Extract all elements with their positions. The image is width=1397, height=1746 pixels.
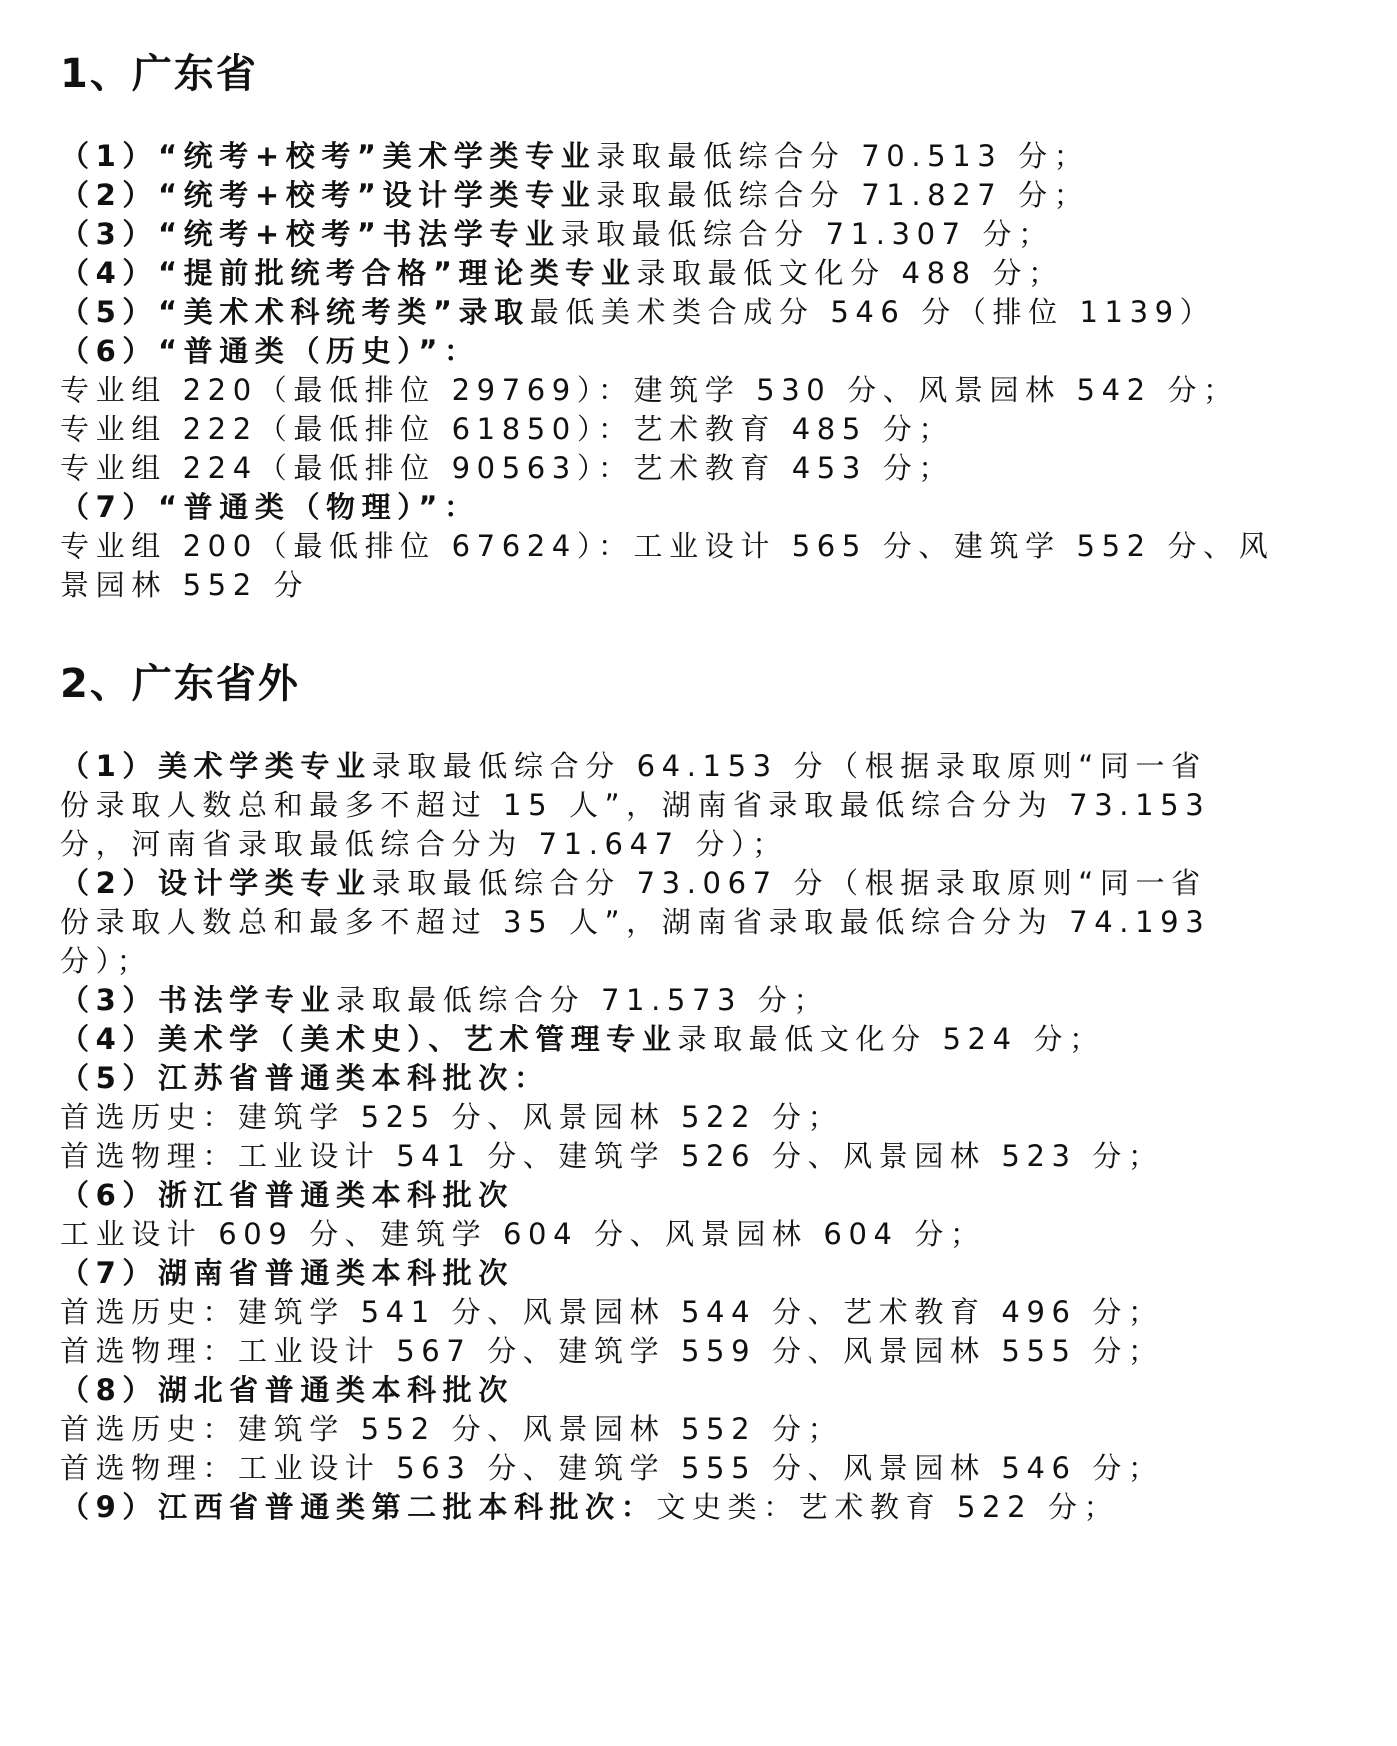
text-line: 首选历史：建筑学 552 分、风景园林 552 分； bbox=[60, 1412, 844, 1446]
text-line: （1）美术学类专业录取最低综合分 64.153 分（根据录取原则“同一省 bbox=[60, 749, 1207, 783]
text-line: 份录取人数总和最多不超过 35 人”，湖南省录取最低综合分为 74.193 bbox=[60, 905, 1211, 939]
text-line: 景园林 552 分 bbox=[60, 568, 310, 602]
section-heading-outside-guangdong: 2、广东省外 bbox=[60, 661, 300, 707]
text-line: 分，河南省录取最低综合分为 71.647 分）； bbox=[60, 827, 788, 861]
text-line: （7）湖南省普通类本科批次 bbox=[60, 1256, 514, 1290]
text-line: （6）“普通类（历史）”： bbox=[60, 334, 480, 368]
text-line: 首选物理：工业设计 541 分、建筑学 526 分、风景园林 523 分； bbox=[60, 1139, 1164, 1173]
text-line: 专业组 224（最低排位 90563）：艺术教育 453 分； bbox=[60, 451, 954, 485]
text-line: （6）浙江省普通类本科批次 bbox=[60, 1178, 514, 1212]
text-line: 专业组 200（最低排位 67624）：工业设计 565 分、建筑学 552 分、风 bbox=[60, 529, 1275, 563]
text-line: 首选历史：建筑学 541 分、风景园林 544 分、艺术教育 496 分； bbox=[60, 1295, 1164, 1329]
text-line: 分）； bbox=[60, 944, 153, 978]
text-line: 专业组 220（最低排位 29769）：建筑学 530 分、风景园林 542 分； bbox=[60, 373, 1239, 407]
text-line: 首选物理：工业设计 567 分、建筑学 559 分、风景园林 555 分； bbox=[60, 1334, 1164, 1368]
text-line: 份录取人数总和最多不超过 15 人”，湖南省录取最低综合分为 73.153 bbox=[60, 788, 1211, 822]
text-line: 专业组 222（最低排位 61850）：艺术教育 485 分； bbox=[60, 412, 954, 446]
text-line: （4）美术学（美术史）、艺术管理专业录取最低文化分 524 分； bbox=[60, 1022, 1105, 1056]
text-line: （3）“统考+校考”书法学专业录取最低综合分 71.307 分； bbox=[60, 217, 1054, 251]
text-line: （4）“提前批统考合格”理论类专业录取最低文化分 488 分； bbox=[60, 256, 1064, 290]
text-line: （9）江西省普通类第二批本科批次：文史类：艺术教育 522 分； bbox=[60, 1490, 1120, 1524]
section-heading-guangdong: 1、广东省 bbox=[60, 51, 258, 97]
text-line: （8）湖北省普通类本科批次 bbox=[60, 1373, 514, 1407]
text-line: （2）“统考+校考”设计学类专业录取最低综合分 71.827 分； bbox=[60, 178, 1090, 212]
text-line: （1）“统考+校考”美术学类专业录取最低综合分 70.513 分； bbox=[60, 139, 1090, 173]
text-line: （5）江苏省普通类本科批次： bbox=[60, 1061, 550, 1095]
text-line: 工业设计 609 分、建筑学 604 分、风景园林 604 分； bbox=[60, 1217, 986, 1251]
text-line: （2）设计学类专业录取最低综合分 73.067 分（根据录取原则“同一省 bbox=[60, 866, 1207, 900]
text-line: （5）“美术术科统考类”录取最低美术类合成分 546 分（排位 1139） bbox=[60, 295, 1216, 329]
text-line: 首选历史：建筑学 525 分、风景园林 522 分； bbox=[60, 1100, 844, 1134]
text-line: （7）“普通类（物理）”： bbox=[60, 490, 480, 524]
text-line: 首选物理：工业设计 563 分、建筑学 555 分、风景园林 546 分； bbox=[60, 1451, 1164, 1485]
text-line: （3）书法学专业录取最低综合分 71.573 分； bbox=[60, 983, 830, 1017]
